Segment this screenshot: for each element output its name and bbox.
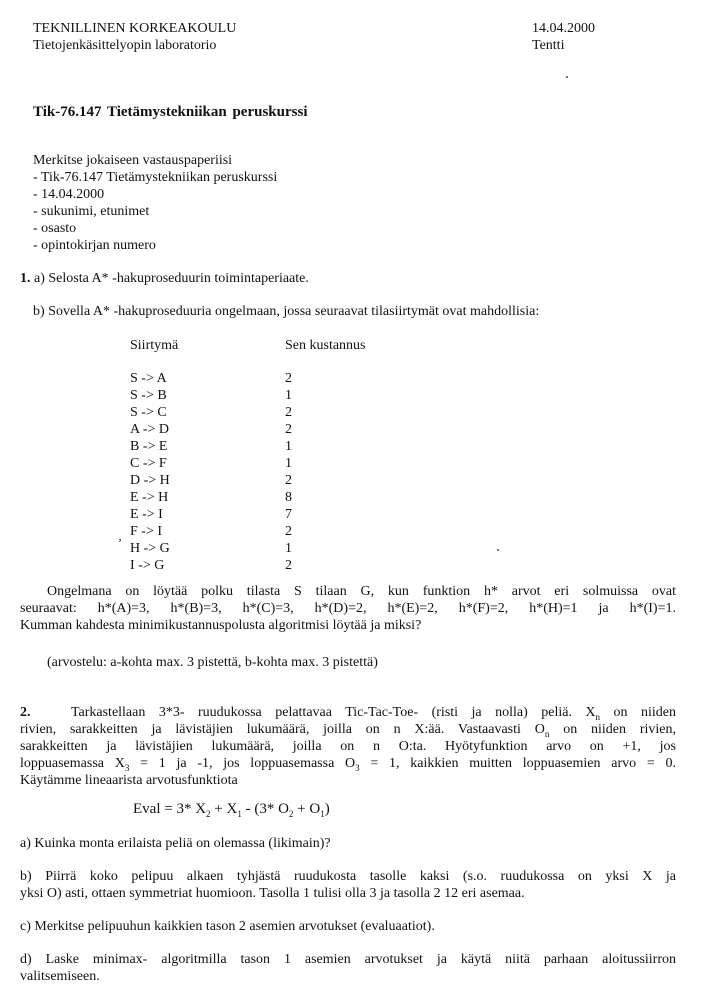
subscript: 2 [206, 809, 211, 819]
transition-cell: D -> H [130, 473, 170, 488]
q1-para-line: seuraavat: h*(A)=3, h*(B)=3, h*(C)=3, h*(D)=2, h*(E)=2, h*(F)=2, h*(H)=1 ja h*(I)=1. [20, 601, 676, 616]
q2-part-a: a) Kuinka monta erilaista peliä on olemassa (likimain)? [20, 836, 331, 851]
cost-cell: 1 [285, 388, 292, 403]
q1-line-a [20, 270, 309, 287]
q2-text: on niiden [600, 705, 676, 720]
cost-cell: 2 [285, 558, 292, 573]
instruction-item: - opintokirjan numero [33, 238, 156, 253]
subscript: n [595, 711, 601, 722]
cost-cell: 2 [285, 524, 292, 539]
q2-part-b [20, 868, 676, 902]
instruction-item: - Tik-76.147 Tietämystekniikan peruskurssi [33, 170, 278, 185]
q2-para-line-2 [20, 721, 676, 738]
q2-b-line: b) Piirrä koko pelipuu alkaen tyhjästä ruudukosta tasolle kaksi (s.o. ruudukossa on yksi X ja [20, 869, 676, 884]
q1-para-line: Kumman kahdesta minimikustannuspolusta algoritmisi löytää ja miksi? [20, 618, 422, 633]
transition-cell: S -> C [130, 405, 167, 420]
transition-cell: B -> E [130, 439, 168, 454]
pen-tick-mark: ʼ [118, 536, 122, 550]
q2-text: = 1, kaikkien muitten loppuasemien arvo = 0. [359, 756, 677, 771]
speck-mark [566, 76, 568, 78]
q1-part-b: b) Sovella A* -hakuproseduuria ongelmaan, jossa seuraavat tilasiirtymät ovat mahdollisia: [33, 304, 540, 319]
q2-para-line-1 [20, 704, 676, 721]
subscript: 3 [124, 762, 130, 773]
q2-text: on niiden rivien, [549, 722, 676, 737]
q2-text: Tarkastellaan 3*3- ruudukossa pelattavaa Tic-Tac-Toe- (risti ja nolla) peliä. X [70, 705, 596, 720]
q2-part-c: c) Merkitse pelipuuhun kaikkien tason 2 asemien arvotukset (evaluaatiot). [20, 919, 435, 934]
transition-cell: A -> D [130, 422, 170, 437]
cost-cell: 2 [285, 405, 292, 420]
cost-cell: 1 [285, 439, 292, 454]
q2-d-line: d) Laske minimax- algoritmilla tason 1 asemien arvotukset ja käytä niitä parhaan aloitussiirron [20, 952, 676, 967]
q2-text: rivien, sarakkeitten ja lävistäjien lukumäärä, joilla on n X:ää. Vastaavasti O [20, 722, 545, 737]
q2-text: = 1 ja -1, jos loppuasemassa O [129, 756, 356, 771]
q1-paragraph [20, 583, 676, 634]
subscript: 2 [288, 809, 294, 819]
costs-column [285, 370, 292, 574]
subscript: 3 [355, 762, 360, 773]
course-title: Tik-76.147 Tietämystekniikan peruskurssi [33, 104, 308, 120]
q2-para-line-3: sarakkeitten ja lävistäjien lukumäärä, joilla on n O:ta. Hyötyfunktion arvo on +1, jos [20, 739, 676, 754]
cost-cell: 2 [285, 371, 292, 386]
q1-part-a: a) Selosta A* -hakuproseduurin toimintaperiaate. [34, 271, 309, 286]
transition-cell: C -> F [130, 456, 167, 471]
transitions-column [130, 370, 170, 574]
q2-para-line-4 [20, 755, 676, 772]
transition-cell: F -> I [130, 524, 163, 539]
subscript: 1 [237, 809, 242, 819]
exam-type: Tentti [532, 38, 565, 53]
instruction-item: - 14.04.2000 [33, 187, 105, 202]
q2-d-line: valitsemiseen. [20, 969, 100, 984]
q1-grading: (arvostelu: a-kohta max. 3 pistettä, b-kohta max. 3 pistettä) [47, 655, 378, 670]
speck-mark [497, 549, 499, 551]
cost-cell: 7 [285, 507, 292, 522]
q2-para-line-5: Käytämme lineaarista arvotusfunktiota [20, 773, 238, 788]
laboratory-name: Tietojenkäsittelyopin laboratorio [33, 38, 217, 53]
cost-cell: 1 [285, 541, 292, 556]
transition-cell: S -> A [130, 371, 167, 386]
transition-cell: S -> B [130, 388, 167, 403]
transition-cell: E -> I [130, 507, 163, 522]
cost-cell: 2 [285, 422, 292, 437]
table-header-transition: Siirtymä [130, 338, 179, 353]
q1-number: 1. [20, 271, 31, 286]
q2-part-d [20, 951, 676, 985]
institution-name: TEKNILLINEN KORKEAKOULU [33, 21, 237, 36]
cost-cell: 2 [285, 473, 292, 488]
formula-part: - (3* O [241, 801, 289, 817]
exam-date: 14.04.2000 [532, 21, 595, 36]
table-header-cost: Sen kustannus [285, 338, 366, 353]
formula-part: ) [324, 801, 330, 817]
transition-cell: I -> G [130, 558, 165, 573]
subscript: n [544, 728, 550, 739]
transition-cell: E -> H [130, 490, 169, 505]
subscript: 1 [320, 809, 325, 819]
q2-paragraph [20, 704, 676, 789]
q2-number: 2. [20, 705, 31, 720]
formula-part: + O [293, 801, 321, 817]
instruction-item: - osasto [33, 221, 77, 236]
instructions-block [33, 152, 277, 254]
cost-cell: 8 [285, 490, 292, 505]
q2-b-line: yksi O) asti, ottaen symmetriat huomioon. Tasolla 1 tulisi olla 3 ja tasolla 2 12 eri asemaa. [20, 886, 525, 901]
cost-cell: 1 [285, 456, 292, 471]
q1-para-line: Ongelmana on löytää polku tilasta S tilaan G, kun funktion h* arvot eri solmuissa ovat [47, 584, 676, 599]
instructions-intro: Merkitse jokaiseen vastauspaperiisi [33, 153, 233, 168]
formula-part: Eval = 3* X [133, 801, 207, 817]
eval-formula [133, 801, 330, 818]
q2-text: loppuasemassa X [20, 756, 125, 771]
transition-cell: H -> G [130, 541, 170, 556]
formula-part: + X [210, 801, 238, 817]
instruction-item: - sukunimi, etunimet [33, 204, 150, 219]
